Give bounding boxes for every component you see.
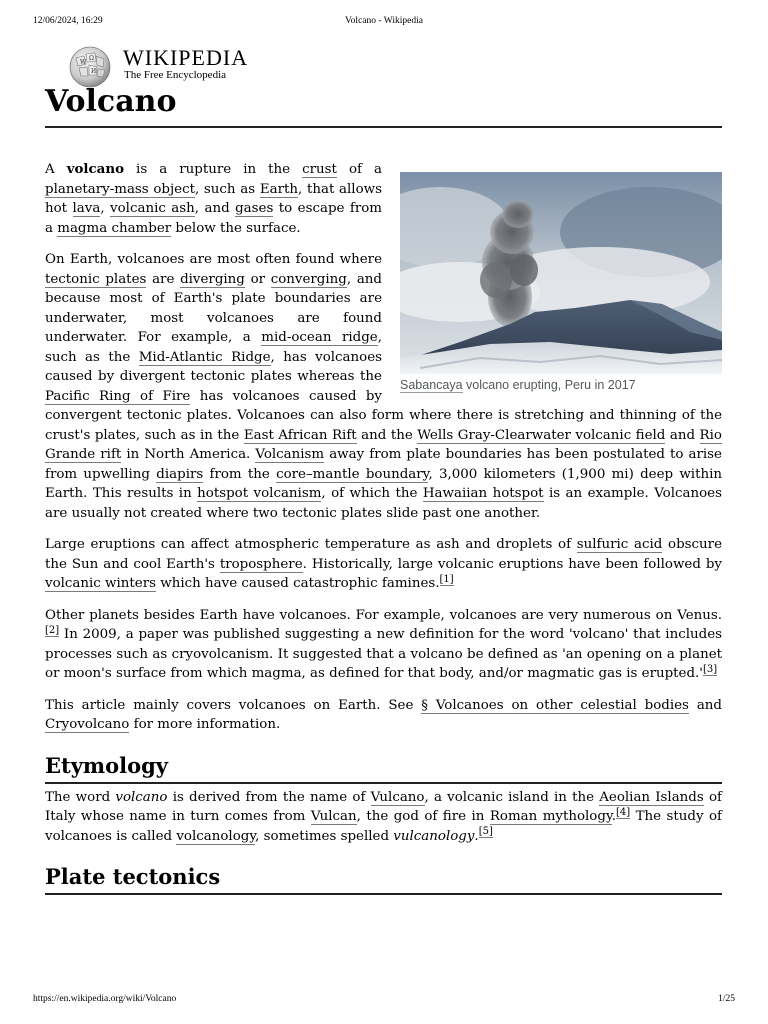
link-volcanology[interactable]: volcanology (176, 828, 256, 844)
wikipedia-globe-icon (66, 44, 114, 88)
link-pacific-ring-of-fire[interactable]: Pacific Ring of Fire (45, 388, 191, 404)
heading-plate-tectonics: Plate tectonics (45, 864, 722, 895)
link-gases[interactable]: gases (235, 201, 274, 216)
lead-paragraph-3: Large eruptions can affect atmospheric temperature as ash and droplets of sulfuric acid obscure the Sun and cool Earth's troposphere. Historically, large volcanic eruptions have been followed by volcanic winters which have caused catastrophic famines.[1] (45, 537, 722, 591)
link-vulcan[interactable]: Vulcan (310, 809, 357, 824)
lead-paragraph-4: Other planets besides Earth have volcanoes. For example, volcanoes are very numerous on Venus.[2] In 2009, a paper was published suggesting a new definition for the word 'volcano' that includes processes such as cryovolcanism. It suggested that a volcano be defined as 'an opening on a planet or moon's surface from which magma, as defined for that body, and/or magmatic gas is erupted.'[3] (45, 607, 722, 681)
print-page-title: Volcano - Wikipedia (345, 16, 423, 26)
link-wells-gray-clearwater[interactable]: Wells Gray-Clearwater volcanic field (417, 427, 666, 443)
reference-4[interactable]: [4] (616, 806, 631, 818)
link-lava[interactable]: lava (72, 201, 101, 216)
lead-figure (400, 172, 722, 393)
print-header (33, 16, 735, 28)
link-tectonic-plates[interactable]: tectonic plates (45, 271, 147, 287)
print-url: https://en.wikipedia.org/wiki/Volcano (33, 994, 177, 1004)
wikipedia-wordmark: WIKIPEDIA (123, 45, 249, 70)
link-sulfuric-acid[interactable]: sulfuric acid (576, 537, 663, 552)
link-core-mantle-boundary[interactable]: core–mantle boundary (276, 466, 429, 482)
link-diverging[interactable]: diverging (180, 271, 245, 287)
link-rio-grande-rift[interactable]: Rio Grande rift (45, 427, 722, 462)
link-volcanic-winters[interactable]: volcanic winters (45, 576, 157, 591)
lead-paragraph-2: On Earth, volcanoes are most often found where tectonic plates are diverging or converging, and because most of Earth's plate boundaries are underwater, most volcanoes are found underwater. For example, a mid-ocean ridge, such as the Mid-Atlantic Ridge, has volcanoes caused by divergent tectonic plates whereas the Pacific Ring of Fire has volcanoes caused by convergent tectonic plates. Volcanoes can also form where there is stretching and thinning of the crust's plates, such as in the East African Rift and the Wells Gray-Clearwater volcanic field and Rio Grande rift in North America. Volcanism away from plate boundaries has been postulated to arise from upwelling diapirs from the core–mantle boundary, 3,000 kilometers (1,900 mi) deep within Earth. This results in hotspot volcanism, of which the Hawaiian hotspot is an example. Volcanoes are usually not created where two tectonic plates slide past one another. (45, 252, 722, 521)
reference-2[interactable]: [2] (45, 624, 60, 636)
svg-text:W: W (80, 59, 87, 66)
svg-text:И: И (91, 68, 97, 75)
figure-caption: Sabancaya volcano erupting, Peru in 2017 (400, 378, 636, 392)
reference-1[interactable]: [1] (439, 573, 454, 585)
caption-link-sabancaya[interactable]: Sabancaya (400, 378, 463, 392)
link-hawaiian-hotspot[interactable]: Hawaiian hotspot (422, 486, 544, 501)
link-troposphere[interactable]: troposphere (219, 556, 303, 572)
print-datetime: 12/06/2024, 16:29 (33, 16, 103, 26)
link-mid-ocean-ridge[interactable]: mid-ocean ridge (261, 330, 378, 345)
svg-text:Ω: Ω (89, 55, 94, 62)
link-crust[interactable]: crust (302, 162, 337, 177)
lead-paragraph-5: This article mainly covers volcanoes on Earth. See § Volcanoes on other celestial bodies and Cryovolcano for more information. (45, 697, 722, 732)
wikipedia-logo[interactable] (66, 44, 256, 88)
wikipedia-tagline: The Free Encyclopedia (124, 69, 227, 81)
link-magma-chamber[interactable]: magma chamber (57, 220, 172, 236)
print-footer (33, 994, 735, 1006)
link-hotspot-volcanism[interactable]: hotspot volcanism (197, 486, 322, 501)
print-page-number: 1/25 (718, 994, 735, 1004)
link-mid-atlantic-ridge[interactable]: Mid-Atlantic Ridge (138, 349, 271, 365)
reference-5[interactable]: [5] (478, 826, 493, 838)
link-planetary-mass-object[interactable]: planetary-mass object (45, 181, 195, 197)
link-volcanism[interactable]: Volcanism (255, 447, 325, 462)
link-diapirs[interactable]: diapirs (156, 466, 204, 482)
link-cryovolcano[interactable]: Cryovolcano (45, 717, 130, 732)
link-vulcano[interactable]: Vulcano (370, 789, 425, 805)
lead-paragraph-1: A volcano is a rupture in the crust of a planetary-mass object, such as Earth, that allows hot lava, volcanic ash, and gases to escape from a magma chamber below the surface. (45, 161, 383, 236)
link-east-african-rift[interactable]: East African Rift (243, 427, 357, 443)
link-aeolian-islands[interactable]: Aeolian Islands (599, 789, 704, 805)
link-earth[interactable]: Earth (259, 181, 298, 197)
volcano-eruption-photo[interactable] (400, 172, 722, 374)
link-roman-mythology[interactable]: Roman mythology (489, 809, 612, 824)
page-title: Volcano (45, 84, 177, 119)
reference-3[interactable]: [3] (702, 663, 718, 675)
link-other-celestial-bodies[interactable]: § Volcanoes on other celestial bodies (421, 697, 689, 713)
heading-etymology: Etymology (45, 753, 722, 784)
etymology-paragraph: The word volcano is derived from the name of Vulcano, a volcanic island in the Aeolian Islands of Italy whose name in turn comes from Vulcan, the god of fire in Roman mythology.[4] The study of volcanoes is called volcanology, sometimes spelled vulcanology.[5] (45, 789, 722, 844)
article-content (45, 160, 722, 895)
link-volcanic-ash[interactable]: volcanic ash (110, 201, 195, 216)
link-converging[interactable]: converging (270, 271, 347, 287)
title-underline (45, 126, 722, 128)
